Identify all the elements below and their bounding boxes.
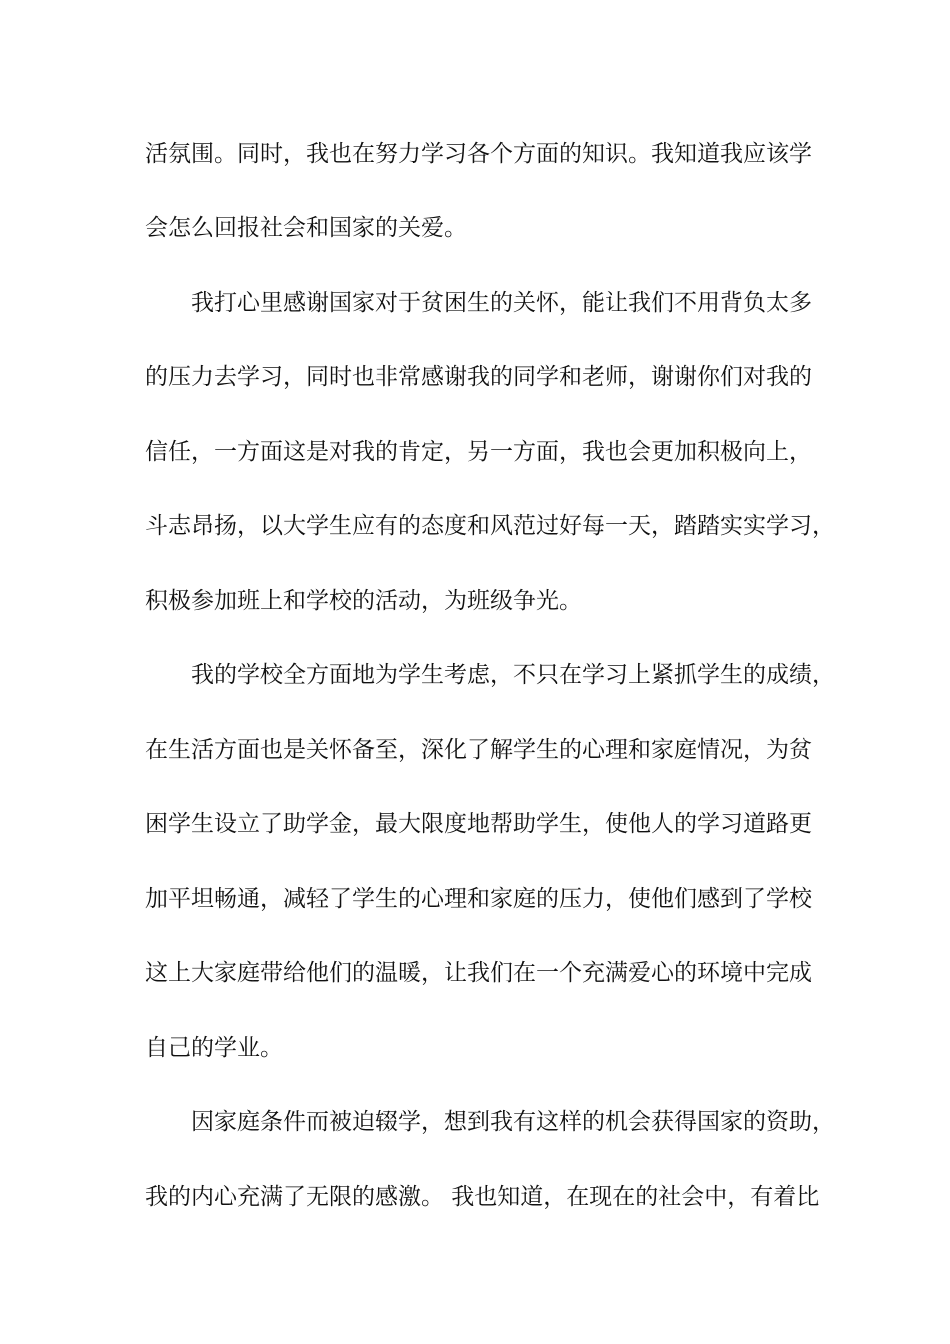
text-line-14: 因家庭条件而被迫辍学，想到我有这样的机会获得国家的资助， [191, 1109, 835, 1135]
text-line-11: 加平坦畅通，减轻了学生的心理和家庭的压力，使他们感到了学校 [145, 886, 812, 912]
text-line-13: 自己的学业。 [145, 1035, 283, 1061]
text-line-3: 我打心里感谢国家对于贫困生的关怀，能让我们不用背负太多 [191, 290, 812, 316]
text-line-8: 我的学校全方面地为学生考虑，不只在学习上紧抓学生的成绩， [191, 662, 835, 688]
text-line-9: 在生活方面也是关怀备至，深化了解学生的心理和家庭情况，为贫 [145, 737, 812, 763]
text-line-7: 积极参加班上和学校的活动，为班级争光。 [145, 588, 582, 614]
text-line-6: 斗志昂扬，以大学生应有的态度和风范过好每一天，踏踏实实学习， [145, 513, 835, 539]
text-line-12: 这上大家庭带给他们的温暖，让我们在一个充满爱心的环境中完成 [145, 960, 812, 986]
text-line-2: 会怎么回报社会和国家的关爱。 [145, 215, 467, 241]
text-line-1: 活氛围。同时，我也在努力学习各个方面的知识。我知道我应该学 [145, 141, 812, 167]
text-line-10: 困学生设立了助学金，最大限度地帮助学生，使他人的学习道路更 [145, 811, 812, 837]
text-line-5: 信任，一方面这是对我的肯定，另一方面，我也会更加积极向上， [145, 439, 812, 465]
text-line-15: 我的内心充满了无限的感激。 我也知道，在现在的社会中，有着比 [145, 1184, 820, 1210]
text-line-4: 的压力去学习，同时也非常感谢我的同学和老师，谢谢你们对我的 [145, 364, 812, 390]
